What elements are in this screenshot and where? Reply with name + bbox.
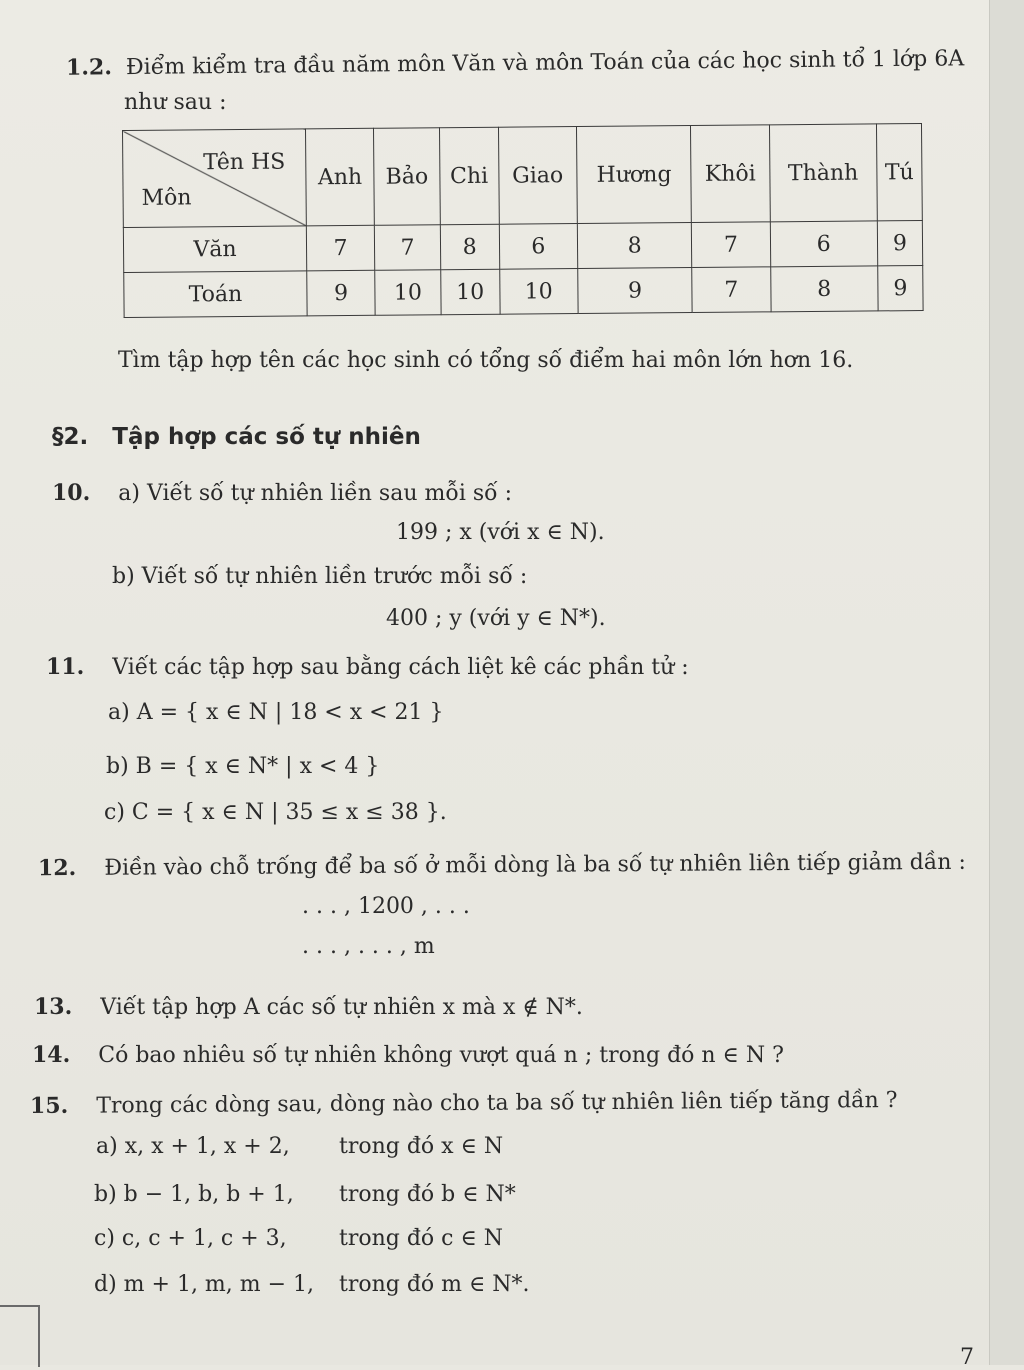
exercise-14 <box>32 1042 784 1069</box>
exercise-number: 15. <box>29 1092 69 1120</box>
section-label: §2. <box>52 424 89 450</box>
score-cell: 9 <box>877 221 922 266</box>
table-corner-cell <box>123 129 307 228</box>
section-heading <box>52 424 421 452</box>
score-cell: 10 <box>375 270 441 316</box>
option-expression: b) b − 1, b, b + 1, <box>94 1182 294 1207</box>
table-row <box>124 266 923 318</box>
student-name: Khôi <box>691 125 770 223</box>
exercise-11-c: c) C = { x ∈ N | 35 ≤ x ≤ 38 }. <box>104 800 447 825</box>
subject-name: Toán <box>124 271 307 318</box>
score-cell: 7 <box>692 222 771 268</box>
exercise-number: 13. <box>34 994 73 1020</box>
option-d <box>94 1272 530 1298</box>
option-expression: d) m + 1, m, m − 1, <box>94 1272 315 1297</box>
exercise-text: Viết tập hợp A các số tự nhiên x mà x ∉ N*. <box>100 995 583 1020</box>
exercise-text: a) Viết số tự nhiên liền sau mỗi số : <box>118 481 513 506</box>
exercise-10-b: b) Viết số tự nhiên liền trước mỗi số : <box>112 564 528 589</box>
next-page-edge <box>989 0 1024 1365</box>
subject-name: Văn <box>123 226 306 273</box>
student-name: Giao <box>498 127 577 225</box>
option-expression: a) x, x + 1, x + 2, <box>96 1134 290 1159</box>
student-name: Tú <box>876 124 922 221</box>
exercise-text: Viết các tập hợp sau bằng cách liệt kê các phần tử : <box>112 655 689 680</box>
student-name: Chi <box>439 127 499 225</box>
score-cell: 8 <box>577 223 692 269</box>
exercise-12-line2: . . . , . . . , m <box>302 934 435 959</box>
header-student-label: Tên HS <box>203 149 286 176</box>
table-header-row <box>123 124 923 228</box>
score-cell: 6 <box>770 221 878 267</box>
exercise-1-2-line1 <box>66 45 964 82</box>
score-cell: 7 <box>375 225 441 271</box>
student-name: Hương <box>576 126 691 224</box>
exercise-text: Điền vào chỗ trống để ba số ở mỗi dòng là ba số tự nhiên liên tiếp giảm dần : <box>104 849 966 881</box>
exercise-number: 1.2. <box>65 54 113 81</box>
exercise-10-b-values: 400 ; y (với y ∈ N*). <box>386 606 606 631</box>
score-cell: 8 <box>440 224 499 270</box>
score-cell: 10 <box>441 269 500 315</box>
table-row <box>123 221 922 273</box>
exercise-number: 12. <box>37 854 77 882</box>
exercise-13 <box>34 994 583 1021</box>
section-title: Tập hợp các số tự nhiên <box>112 424 421 450</box>
score-cell: 6 <box>499 224 578 270</box>
student-name: Bảo <box>374 128 440 226</box>
score-cell: 9 <box>307 270 376 316</box>
option-c <box>94 1226 503 1252</box>
exercise-number: 11. <box>46 654 85 680</box>
exercise-1-2-question: Tìm tập hợp tên các học sinh có tổng số điểm hai môn lớn hơn 16. <box>118 348 854 373</box>
exercise-number: 10. <box>52 480 91 506</box>
exercise-text: Điểm kiểm tra đầu năm môn Văn và môn Toán của các học sinh tổ 1 lớp 6A <box>125 46 965 81</box>
page-number: 7 <box>960 1345 974 1370</box>
exercise-number: 14. <box>32 1042 71 1068</box>
option-b <box>94 1182 516 1208</box>
option-condition: trong đó c ∈ N <box>339 1226 504 1251</box>
score-cell: 8 <box>770 266 878 312</box>
student-name: Thành <box>769 124 877 222</box>
exercise-15 <box>30 1087 898 1120</box>
exercise-11-a: a) A = { x ∈ N | 18 < x < 21 } <box>108 700 444 725</box>
option-a <box>96 1134 503 1160</box>
exercise-text: Trong các dòng sau, dòng nào cho ta ba số tự nhiên liên tiếp tăng dần ? <box>96 1087 898 1119</box>
option-condition: trong đó x ∈ N <box>339 1134 504 1159</box>
score-table <box>122 123 924 318</box>
exercise-12-line1: . . . , 1200 , . . . <box>302 894 470 919</box>
exercise-text: Có bao nhiêu số tự nhiên không vượt quá n ; trong đó n ∈ N ? <box>98 1043 784 1068</box>
exercise-12 <box>38 849 966 883</box>
score-cell: 10 <box>499 269 578 315</box>
option-expression: c) c, c + 1, c + 3, <box>94 1226 287 1251</box>
exercise-10 <box>52 480 512 507</box>
option-condition: trong đó b ∈ N* <box>339 1182 516 1207</box>
exercise-10-a-values: 199 ; x (với x ∈ N). <box>396 520 605 545</box>
exercise-11 <box>46 654 689 681</box>
student-name: Anh <box>305 128 374 226</box>
option-condition: trong đó m ∈ N*. <box>339 1272 530 1297</box>
score-cell: 9 <box>878 266 923 311</box>
score-cell: 7 <box>306 225 375 271</box>
header-subject-label: Môn <box>141 185 192 211</box>
exercise-11-b: b) B = { x ∈ N* | x < 4 } <box>106 754 380 779</box>
score-cell: 7 <box>692 267 771 313</box>
score-cell: 9 <box>578 268 693 314</box>
exercise-1-2-line2: như sau : <box>124 90 227 115</box>
page-corner-mark <box>0 1305 40 1367</box>
